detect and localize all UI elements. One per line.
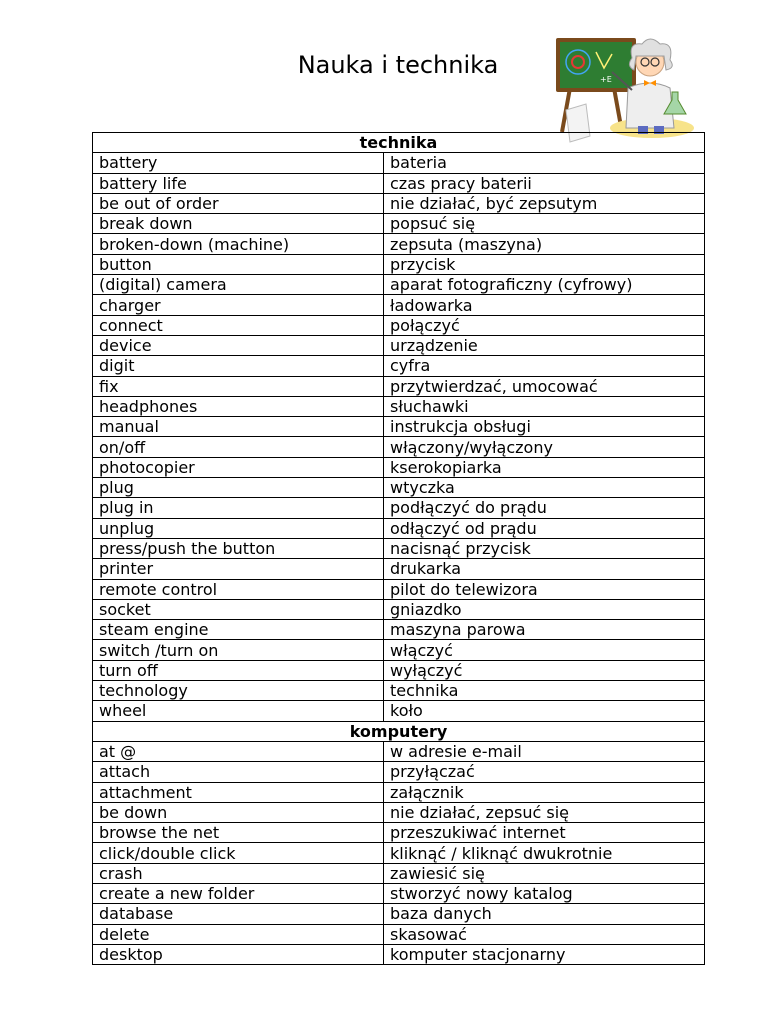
table-row: [93, 701, 705, 721]
page-title: Nauka i technika: [297, 51, 499, 79]
english-term: headphones: [93, 396, 384, 416]
table-row: [93, 904, 705, 924]
table-row: [93, 660, 705, 680]
polish-translation: drukarka: [384, 559, 705, 579]
table-row: [93, 234, 705, 254]
section-heading: technika: [93, 133, 705, 153]
table-row: [93, 417, 705, 437]
table-row: [93, 538, 705, 558]
polish-translation: baza danych: [384, 904, 705, 924]
section-header-row: [93, 721, 705, 741]
polish-translation: gniazdko: [384, 599, 705, 619]
polish-translation: zepsuta (maszyna): [384, 234, 705, 254]
table-row: [93, 863, 705, 883]
english-term: database: [93, 904, 384, 924]
svg-text:+E: +E: [600, 75, 612, 84]
english-term: broken-down (machine): [93, 234, 384, 254]
polish-translation: maszyna parowa: [384, 620, 705, 640]
english-term: desktop: [93, 944, 384, 964]
polish-translation: czas pracy baterii: [384, 173, 705, 193]
table-row: [93, 640, 705, 660]
english-term: at @: [93, 741, 384, 761]
table-row: [93, 153, 705, 173]
table-row: [93, 599, 705, 619]
polish-translation: skasować: [384, 924, 705, 944]
polish-translation: koło: [384, 701, 705, 721]
english-term: wheel: [93, 701, 384, 721]
english-term: remote control: [93, 579, 384, 599]
polish-translation: pilot do telewizora: [384, 579, 705, 599]
english-term: unplug: [93, 518, 384, 538]
english-term: crash: [93, 863, 384, 883]
english-term: socket: [93, 599, 384, 619]
table-row: [93, 823, 705, 843]
polish-translation: popsuć się: [384, 214, 705, 234]
table-row: [93, 396, 705, 416]
table-row: [93, 924, 705, 944]
table-row: [93, 193, 705, 213]
table-row: [93, 335, 705, 355]
polish-translation: odłączyć od prądu: [384, 518, 705, 538]
table-row: [93, 214, 705, 234]
table-row: [93, 254, 705, 274]
polish-translation: urządzenie: [384, 335, 705, 355]
polish-translation: włączyć: [384, 640, 705, 660]
english-term: charger: [93, 295, 384, 315]
table-row: [93, 437, 705, 457]
table-row: [93, 376, 705, 396]
english-term: plug: [93, 478, 384, 498]
polish-translation: załącznik: [384, 782, 705, 802]
english-term: button: [93, 254, 384, 274]
polish-translation: słuchawki: [384, 396, 705, 416]
polish-translation: przytwierdzać, umocować: [384, 376, 705, 396]
table-row: [93, 944, 705, 964]
polish-translation: kserokopiarka: [384, 457, 705, 477]
english-term: browse the net: [93, 823, 384, 843]
table-row: [93, 681, 705, 701]
polish-translation: przyłączać: [384, 762, 705, 782]
polish-translation: włączony/wyłączony: [384, 437, 705, 457]
polish-translation: nie działać, zepsuć się: [384, 802, 705, 822]
table-row: [93, 802, 705, 822]
table-row: [93, 275, 705, 295]
english-term: click/double click: [93, 843, 384, 863]
table-row: [93, 620, 705, 640]
table-row: [93, 295, 705, 315]
table-row: [93, 457, 705, 477]
table-row: [93, 315, 705, 335]
table-row: [93, 173, 705, 193]
table-row: [93, 883, 705, 903]
english-term: on/off: [93, 437, 384, 457]
english-term: manual: [93, 417, 384, 437]
english-term: be out of order: [93, 193, 384, 213]
polish-translation: nacisnąć przycisk: [384, 538, 705, 558]
english-term: plug in: [93, 498, 384, 518]
english-term: turn off: [93, 660, 384, 680]
english-term: technology: [93, 681, 384, 701]
table-row: [93, 741, 705, 761]
english-term: create a new folder: [93, 883, 384, 903]
english-term: be down: [93, 802, 384, 822]
table-row: [93, 518, 705, 538]
english-term: battery life: [93, 173, 384, 193]
table-row: [93, 843, 705, 863]
table-row: [93, 559, 705, 579]
english-term: press/push the button: [93, 538, 384, 558]
english-term: device: [93, 335, 384, 355]
polish-translation: przeszukiwać internet: [384, 823, 705, 843]
english-term: attachment: [93, 782, 384, 802]
polish-translation: przycisk: [384, 254, 705, 274]
table-row: [93, 782, 705, 802]
english-term: digit: [93, 356, 384, 376]
polish-translation: połączyć: [384, 315, 705, 335]
english-term: attach: [93, 762, 384, 782]
polish-translation: podłączyć do prądu: [384, 498, 705, 518]
polish-translation: technika: [384, 681, 705, 701]
polish-translation: ładowarka: [384, 295, 705, 315]
vocabulary-table: [92, 132, 705, 965]
table-row: [93, 356, 705, 376]
english-term: connect: [93, 315, 384, 335]
polish-translation: zawiesić się: [384, 863, 705, 883]
table-row: [93, 478, 705, 498]
polish-translation: cyfra: [384, 356, 705, 376]
section-heading: komputery: [93, 721, 705, 741]
english-term: break down: [93, 214, 384, 234]
english-term: battery: [93, 153, 384, 173]
polish-translation: wyłączyć: [384, 660, 705, 680]
polish-translation: w adresie e-mail: [384, 741, 705, 761]
polish-translation: nie działać, być zepsutym: [384, 193, 705, 213]
table-row: [93, 498, 705, 518]
polish-translation: instrukcja obsługi: [384, 417, 705, 437]
polish-translation: kliknąć / kliknąć dwukrotnie: [384, 843, 705, 863]
section-header-row: [93, 133, 705, 153]
vocabulary-table-body: [93, 133, 705, 965]
polish-translation: komputer stacjonarny: [384, 944, 705, 964]
english-term: fix: [93, 376, 384, 396]
scientist-chalkboard-icon: [552, 28, 700, 146]
english-term: printer: [93, 559, 384, 579]
polish-translation: wtyczka: [384, 478, 705, 498]
english-term: (digital) camera: [93, 275, 384, 295]
polish-translation: aparat fotograficzny (cyfrowy): [384, 275, 705, 295]
table-row: [93, 762, 705, 782]
polish-translation: bateria: [384, 153, 705, 173]
table-row: [93, 579, 705, 599]
english-term: switch /turn on: [93, 640, 384, 660]
polish-translation: stworzyć nowy katalog: [384, 883, 705, 903]
english-term: steam engine: [93, 620, 384, 640]
english-term: delete: [93, 924, 384, 944]
english-term: photocopier: [93, 457, 384, 477]
